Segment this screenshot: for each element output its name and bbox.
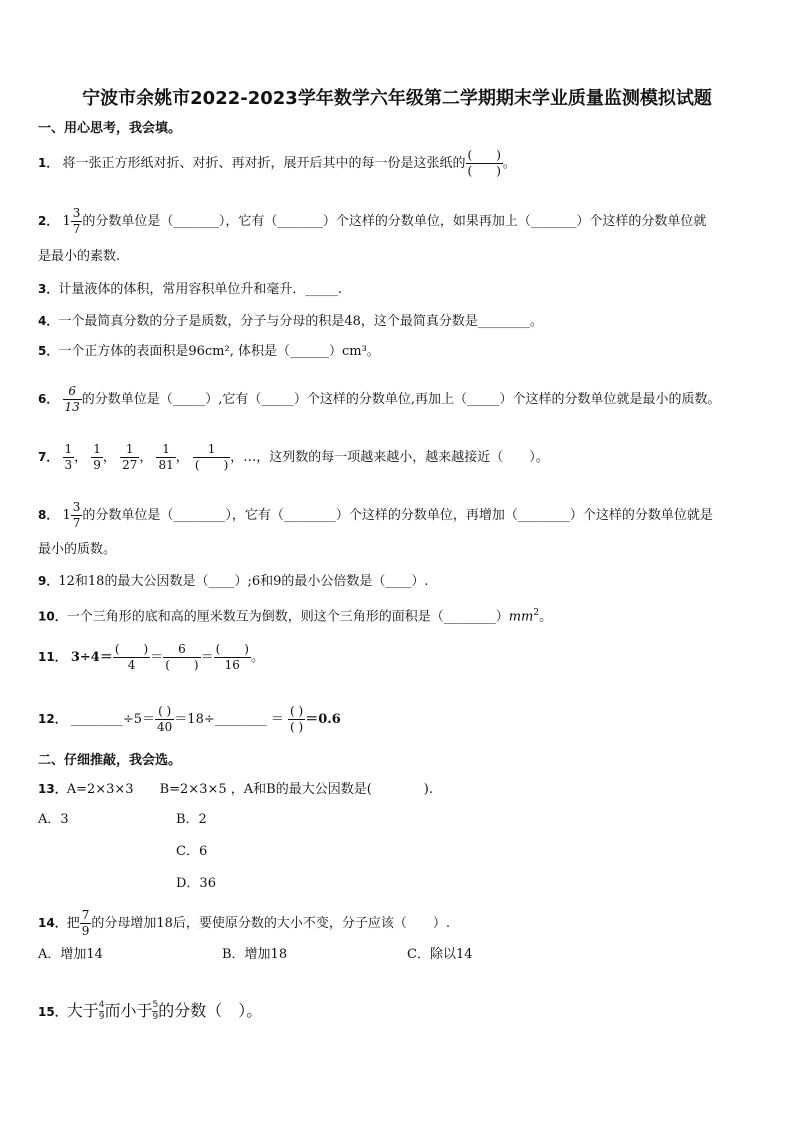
question-2: 2． 1 $\frac{3}{7}$ 的分数单位是（_______），它有（_______）个这样的分数单位，如果再加上（_______）个这样的分数单位就 bbox=[38, 206, 707, 236]
mixed-fraction: 1 $\frac{3}{7}$ bbox=[62, 500, 81, 530]
question-1: 1． 将一张正方形纸对折、对折、再对折，展开后其中的每一份是这张纸的 $\frac{( )}{( )}$ 。 bbox=[38, 148, 516, 178]
question-2-continued: 是最小的素数. bbox=[38, 249, 121, 264]
fraction-4-9: $\frac{4}{9}$ bbox=[98, 1000, 105, 1022]
sequence-fraction-1: $\frac{1}{3}$ bbox=[64, 442, 73, 472]
question-9: 9．12和18的最大公因数是（____）;6和9的最小公倍数是（____）. bbox=[38, 574, 429, 589]
question-5: 5．一个正方体的表面积是96cm², 体积是（______）cm³。 bbox=[38, 344, 380, 359]
question-6: 6． $\frac{6}{13}$ 的分数单位是（_____）,它有（_____）个这样的分数单位,再加上（_____）个这样的分数单位就是最小的质数。 bbox=[38, 384, 721, 414]
sequence-fraction-2: $\frac{1}{9}$ bbox=[93, 442, 101, 472]
fraction-blank-over-blank: $\frac{( )}{( )}$ bbox=[290, 704, 304, 734]
question-11: 11． 3÷4＝ $\frac{( )}{4}$ ＝ $\frac{6}{( )}$ ＝ $\frac{( )}{16}$ 。 bbox=[38, 642, 264, 672]
fraction-blank-over-16: $\frac{( )}{16}$ bbox=[215, 642, 249, 672]
question-7: 7． $\frac{1}{3}$ ， $\frac{1}{9}$ ， $\frac{1}{27}$ ， $\frac{1}{81}$ ， $\frac{1}{( )}$ ，…，这列数的每一项越来越小，越来越接近（ ）。 bbox=[38, 442, 549, 472]
sequence-fraction-3: $\frac{1}{27}$ bbox=[122, 442, 138, 472]
mixed-fraction: 1 $\frac{3}{7}$ bbox=[62, 206, 81, 236]
page-title: 宁波市余姚市2022-2023学年数学六年级第二学期期末学业质量监测模拟试题 bbox=[82, 88, 712, 109]
question-13: 13．A=2×3×3 B=2×3×5 ，A和B的最大公因数是( ). bbox=[38, 782, 433, 797]
fraction-blank-over-40: $\frac{( )}{40}$ bbox=[157, 704, 173, 734]
option-b[interactable]: B．增加18 bbox=[222, 947, 288, 962]
question-14: 14．把 $\frac{7}{9}$ 的分母增加18后，要使原分数的大小不变，分子应该（ ）. bbox=[38, 908, 451, 938]
option-b[interactable]: B．2 bbox=[176, 812, 207, 827]
option-c[interactable]: C．除以14 bbox=[407, 947, 473, 962]
option-d[interactable]: D．36 bbox=[176, 876, 216, 891]
question-3: 3．计量液体的体积，常用容积单位升和毫升．_____. bbox=[38, 282, 342, 297]
sequence-fraction-5: $\frac{1}{( )}$ bbox=[194, 442, 229, 472]
option-a[interactable]: A．增加14 bbox=[38, 947, 103, 962]
fraction-7-9: $\frac{7}{9}$ bbox=[81, 908, 90, 938]
section-heading-1: 一、用心思考，我会填。 bbox=[38, 121, 182, 136]
fraction-blank-over-4: $\frac{( )}{4}$ bbox=[114, 642, 149, 672]
fraction-6-13: $\frac{6}{13}$ bbox=[64, 384, 80, 414]
answer-fraction: $\frac{( )}{( )}$ bbox=[467, 148, 501, 178]
option-c[interactable]: C．6 bbox=[176, 844, 208, 859]
question-8: 8． 1 $\frac{3}{7}$ 的分数单位是（________），它有（________）个这样的分数单位，再增加（________）个这样的分数单位就是 bbox=[38, 500, 713, 530]
fraction-6-over-blank: $\frac{6}{( )}$ bbox=[165, 642, 199, 672]
option-a[interactable]: A．3 bbox=[38, 812, 69, 827]
section-heading-2: 二、仔细推敲，我会选。 bbox=[38, 753, 182, 768]
question-8-continued: 最小的质数。 bbox=[38, 542, 117, 557]
question-4: 4．一个最简真分数的分子是质数，分子与分母的积是48，这个最简真分数是________。 bbox=[38, 314, 543, 329]
fraction-5-9: $\frac{5}{9}$ bbox=[152, 1000, 159, 1022]
question-15: 15．大于 $\frac{4}{9}$ 而小于 $\frac{5}{9}$ 的分数（ ）。 bbox=[38, 1000, 263, 1022]
sequence-fraction-4: $\frac{1}{81}$ bbox=[158, 442, 174, 472]
question-12: 12． ________÷5＝ $\frac{( )}{40}$ ＝18÷________ ＝ $\frac{( )}{( )}$ ＝0.6 bbox=[38, 704, 341, 734]
question-10: 10．一个三角形的底和高的厘米数互为倒数，则这个三角形的面积是$(\_\_\_\_\_\_\_\_)mm^2$。 bbox=[38, 608, 553, 625]
